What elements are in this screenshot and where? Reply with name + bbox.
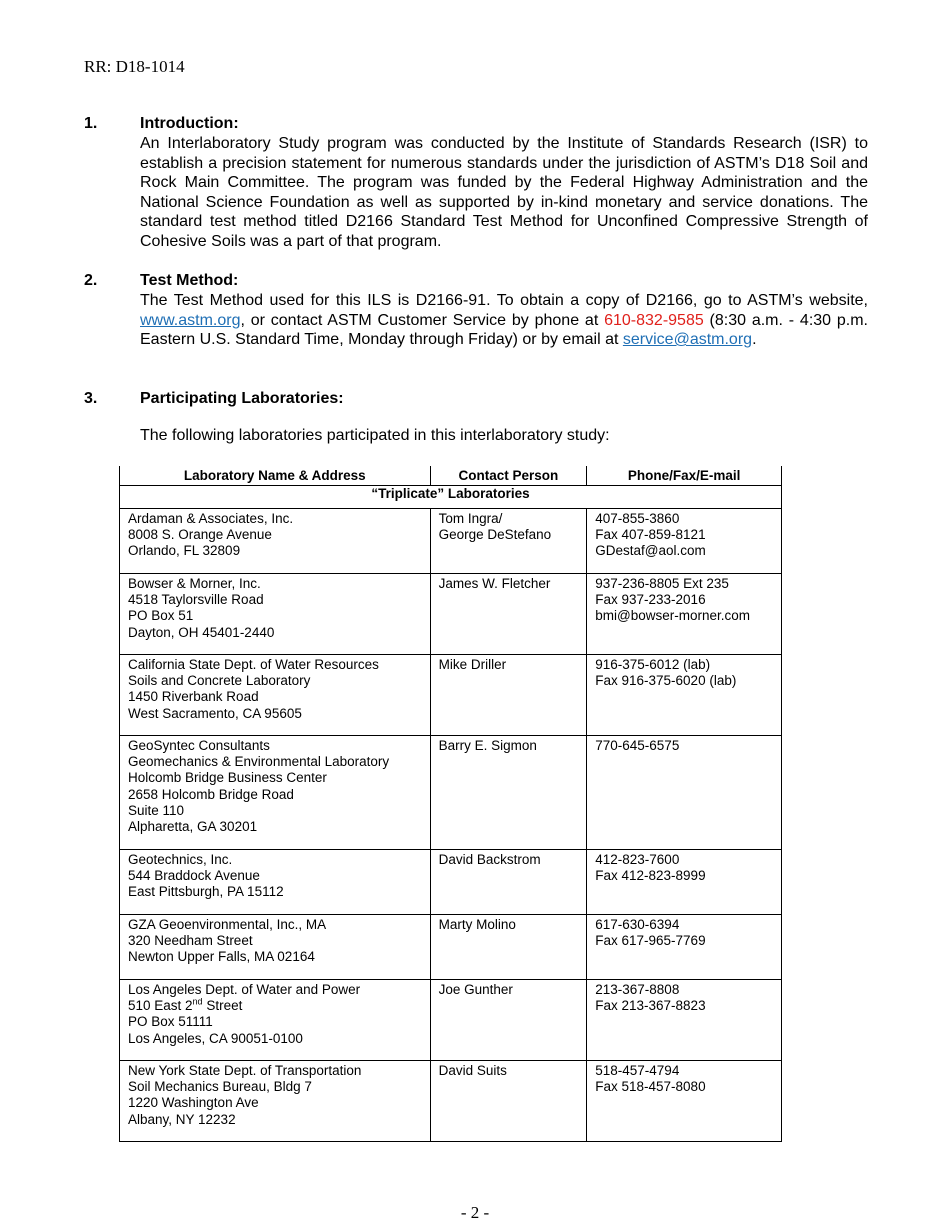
group-row xyxy=(120,486,782,509)
cell-line: Fax 617-965-7769 xyxy=(595,933,706,949)
cell-lab-address xyxy=(120,1061,431,1142)
paragraph-text: . xyxy=(752,331,757,349)
cell-line: Suite 110 xyxy=(128,802,185,818)
section-number: 3. xyxy=(84,390,98,407)
cell-lab-address xyxy=(120,655,431,736)
cell-line: bmi@bowser-morner.com xyxy=(595,608,750,624)
cell-line: Los Angeles, CA 90051-0100 xyxy=(128,1030,303,1046)
cell-line: 1220 Washington Ave xyxy=(128,1095,259,1111)
cell-line: Orlando, FL 32809 xyxy=(128,543,241,559)
laboratories-table xyxy=(119,466,782,1142)
cell-lab-address xyxy=(120,574,431,655)
cell-line: 2658 Holcomb Bridge Road xyxy=(128,786,294,802)
cell-line: California State Dept. of Water Resources xyxy=(128,657,379,672)
table-header-row xyxy=(120,466,782,486)
section-number: 1. xyxy=(84,115,98,132)
column-header-address: Laboratory Name & Address xyxy=(120,466,431,486)
column-header-contact: Contact Person xyxy=(430,466,587,486)
cell-line: PO Box 51111 xyxy=(128,1014,213,1030)
cell-phone-fax-email xyxy=(587,736,782,850)
service-email-link[interactable]: service@astm.org xyxy=(622,331,753,349)
cell-line: David Suits xyxy=(438,1063,507,1078)
cell-line: Soils and Concrete Laboratory xyxy=(128,673,311,689)
cell-lab-address xyxy=(120,980,431,1061)
table-intro: The following laboratories participated in this interlaboratory study: xyxy=(140,427,610,444)
cell-contact-person xyxy=(430,736,587,850)
paragraph-text: The Test Method used for this ILS is D2166-91. To obtain a copy of D2166, go to ASTM’s website, xyxy=(140,292,868,309)
section-heading: Introduction: xyxy=(140,115,239,132)
section-heading: Test Method: xyxy=(140,272,239,289)
cell-phone-fax-email xyxy=(587,915,782,980)
section-number: 2. xyxy=(84,272,98,289)
cell-line: GDestaf@aol.com xyxy=(595,543,706,559)
cell-phone-fax-email xyxy=(587,850,782,915)
table-row xyxy=(120,574,782,655)
cell-line: Ardaman & Associates, Inc. xyxy=(128,511,294,526)
table-row xyxy=(120,980,782,1061)
cell-line: 320 Needham Street xyxy=(128,933,253,949)
column-header-phone: Phone/Fax/E-mail xyxy=(587,466,782,486)
cell-line: Albany, NY 12232 xyxy=(128,1111,236,1127)
cell-line: PO Box 51 xyxy=(128,608,194,624)
cell-line: Fax 937-233-2016 xyxy=(595,592,706,608)
cell-contact-person xyxy=(430,1061,587,1142)
cell-line: Geotechnics, Inc. xyxy=(128,852,233,867)
cell-line: 544 Braddock Avenue xyxy=(128,868,260,884)
cell-line: 412-823-7600 xyxy=(595,852,680,867)
cell-phone-fax-email xyxy=(587,574,782,655)
cell-line: 937-236-8805 Ext 235 xyxy=(595,576,729,591)
table-row xyxy=(120,915,782,980)
cell-line: 407-855-3860 xyxy=(595,511,680,526)
cell-line: 617-630-6394 xyxy=(595,917,680,932)
cell-line: George DeStefano xyxy=(438,527,552,543)
cell-line: Alpharetta, GA 30201 xyxy=(128,819,258,835)
cell-line: GZA Geoenvironmental, Inc., MA xyxy=(128,917,327,932)
cell-line: David Backstrom xyxy=(438,852,541,867)
cell-contact-person xyxy=(430,850,587,915)
cell-line: Bowser & Morner, Inc. xyxy=(128,576,261,591)
cell-line: 213-367-8808 xyxy=(595,982,680,997)
cell-lab-address xyxy=(120,915,431,980)
cell-contact-person xyxy=(430,915,587,980)
cell-contact-person xyxy=(430,574,587,655)
cell-line: 1450 Riverbank Road xyxy=(128,689,259,705)
group-label: “Triplicate” Laboratories xyxy=(120,486,782,509)
cell-line: Fax 412-823-8999 xyxy=(595,868,706,884)
cell-line: 510 East 2nd Street xyxy=(128,996,243,1014)
cell-line: GeoSyntec Consultants xyxy=(128,738,270,753)
cell-phone-fax-email xyxy=(587,980,782,1061)
cell-lab-address xyxy=(120,736,431,850)
cell-line: Joe Gunther xyxy=(438,982,513,997)
cell-line: Fax 916-375-6020 (lab) xyxy=(595,673,737,689)
cell-line: Fax 518-457-8080 xyxy=(595,1079,706,1095)
cell-line: Newton Upper Falls, MA 02164 xyxy=(128,949,315,965)
table-row xyxy=(120,736,782,850)
document-reference: RR: D18-1014 xyxy=(84,57,185,76)
cell-line: Los Angeles Dept. of Water and Power xyxy=(128,982,361,997)
cell-line: 4518 Taylorsville Road xyxy=(128,592,264,608)
cell-line: Geomechanics & Environmental Laboratory xyxy=(128,754,390,770)
cell-line: James W. Fletcher xyxy=(438,576,551,591)
cell-line: Barry E. Sigmon xyxy=(438,738,537,753)
table-row xyxy=(120,1061,782,1142)
cell-line: Marty Molino xyxy=(438,917,516,932)
cell-line: Fax 213-367-8823 xyxy=(595,998,706,1014)
cell-line: Dayton, OH 45401-2440 xyxy=(128,624,275,640)
section-heading: Participating Laboratories: xyxy=(140,390,344,407)
table-row xyxy=(120,509,782,574)
customer-service-phone[interactable]: 610-832-9585 xyxy=(604,311,704,329)
cell-contact-person xyxy=(430,655,587,736)
cell-line: 916-375-6012 (lab) xyxy=(595,657,711,672)
cell-line: Soil Mechanics Bureau, Bldg 7 xyxy=(128,1079,312,1095)
cell-line: 518-457-4794 xyxy=(595,1063,680,1078)
cell-line: Fax 407-859-8121 xyxy=(595,527,706,543)
table-row xyxy=(120,850,782,915)
cell-phone-fax-email xyxy=(587,655,782,736)
cell-line: East Pittsburgh, PA 15112 xyxy=(128,884,284,900)
cell-lab-address xyxy=(120,509,431,574)
section-paragraph: An Interlaboratory Study program was conducted by the Institute of Standards Research (ISR) to establish a precision statement for numerous standards under the jurisdiction of ASTM’s D18 Soil and Rock Main Committee. The program was funded by the Federal Highway Administration and the National Science Foundation as well as supported by in-kind monetary and service donations. The standard test method titled D2166 Standard Test Method for Unconfined Compressive Strength of Cohesive Soils was a part of that program. xyxy=(140,135,868,250)
cell-line: Holcomb Bridge Business Center xyxy=(128,770,327,786)
cell-contact-person xyxy=(430,509,587,574)
table-row xyxy=(120,655,782,736)
cell-phone-fax-email xyxy=(587,1061,782,1142)
astm-website-link[interactable]: www.astm.org xyxy=(140,311,241,329)
cell-phone-fax-email xyxy=(587,509,782,574)
cell-line: New York State Dept. of Transportation xyxy=(128,1063,362,1078)
page-number: - 2 - xyxy=(460,1203,490,1222)
cell-line: Tom Ingra/ xyxy=(438,511,503,526)
cell-lab-address xyxy=(120,850,431,915)
cell-line: 770-645-6575 xyxy=(595,738,680,753)
paragraph-text: , or contact ASTM Customer Service by phone at xyxy=(240,311,605,329)
cell-contact-person xyxy=(430,980,587,1061)
cell-line: Mike Driller xyxy=(438,657,507,672)
section-paragraph xyxy=(140,291,868,350)
cell-line: 8008 S. Orange Avenue xyxy=(128,527,272,543)
paragraph-text: (8:30 a.m. - 4:30 p.m. Eastern U.S. Standard Time, Monday through Friday) or by email at xyxy=(140,311,868,349)
cell-line: West Sacramento, CA 95605 xyxy=(128,705,302,721)
